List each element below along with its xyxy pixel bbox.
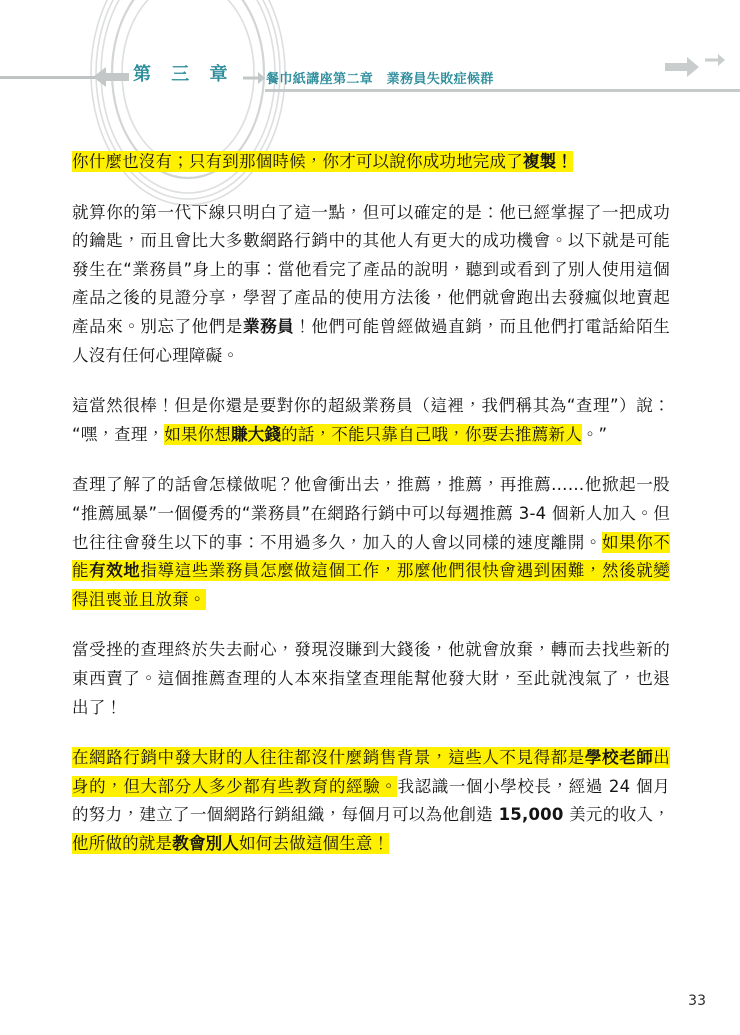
text-run: 的話，不能只靠自己哦，你要去推薦新人 bbox=[281, 424, 582, 444]
paragraph-4 bbox=[72, 471, 670, 614]
text-run: 在網路行銷中發大財的人往往都沒什麼銷售背景，這些人不見得都是 bbox=[72, 748, 585, 768]
text-run-bold: 教會別人 bbox=[172, 833, 240, 853]
header-rule-left bbox=[0, 76, 100, 79]
text-run: 你什麼也沒有；只有到那個時候，你才可以說你成功地完成了 bbox=[72, 152, 523, 171]
text-run: ！他們可能曾經做過直銷，而且他們打電話給陌生人沒有任何心理障礙。 bbox=[72, 316, 670, 365]
chapter-label: 第 三 章 bbox=[133, 64, 235, 85]
paragraph-3 bbox=[72, 392, 670, 449]
text-run: 這當然很棒！但是你還是要對你的超級業務員（這裡，我們稱其為“查理”）說：“嘿，查理， bbox=[72, 396, 670, 444]
text-run: 指導這些業務員怎麼做這個工作，那麼他們很快會遇到困難，然後就變得沮喪並且放棄。 bbox=[72, 561, 671, 609]
text-run: 如果你想 bbox=[164, 424, 232, 444]
text-run: 當受挫的查理終於失去耐心，發現沒賺到大錢後，他就會放棄，轉而去找些新的東西賣了。這個推薦查理的人本來指望查理能幫他發大財，至此就洩氣了，也退出了！ bbox=[72, 640, 670, 717]
highlight-span bbox=[72, 833, 389, 854]
page-number: 33 bbox=[688, 993, 706, 1009]
paragraph-6 bbox=[72, 744, 670, 858]
text-run: 如何去做這個生意！ bbox=[239, 833, 390, 853]
text-run: 。” bbox=[581, 424, 608, 444]
highlight-span bbox=[164, 424, 582, 445]
page-header bbox=[0, 0, 740, 140]
text-run-bold: 複製！ bbox=[522, 152, 574, 171]
text-run-bold: 學校老師 bbox=[584, 748, 654, 768]
arrow-right-small-icon bbox=[243, 70, 265, 84]
text-run-bold: 15,000 bbox=[498, 805, 564, 825]
paragraph-2 bbox=[72, 199, 670, 371]
highlight-span bbox=[72, 151, 573, 172]
text-run: 出身的，但大部分人多少都有些教育的經驗。 bbox=[72, 748, 670, 796]
arrow-right-icon bbox=[665, 56, 699, 78]
paragraph-1 bbox=[72, 148, 670, 177]
chapter-subtitle: 餐巾紙講座第二章 業務員失敗症候群 bbox=[266, 72, 494, 87]
text-run: 查理了解了的話會怎樣做呢？他會衝出去，推薦，推薦，再推薦……他掀起一股“推薦風暴”一個優秀的“業務員”在網路行銷中可以每週推薦 3-4 個新人加入。但也往往會發生以下的事：不用過多久，加入的人會以同樣的速度離開。 bbox=[72, 475, 670, 552]
text-run: 如果你不能 bbox=[72, 532, 670, 581]
text-run: 他所做的就是 bbox=[72, 833, 173, 853]
document-body bbox=[72, 148, 670, 858]
text-run-bold: 有效地 bbox=[89, 561, 141, 581]
text-run: 就算你的第一代下線只明白了這一點，但可以確定的是：他已經掌握了一把成功的鑰匙，而且會比大多數網路行銷中的其他人有更大的成功機會。以下就是可能發生在“業務員”身上的事：當他看完了產品的說明，聽到或看到了別人使用這個產品之後的見證分享，學習了產品的使用方法後，他們就會跑出去發瘋似地賣起產品來。別忘了他們是 bbox=[72, 202, 670, 336]
arrow-right-small-icon bbox=[705, 52, 725, 66]
text-run-bold: 賺大錢 bbox=[231, 424, 282, 444]
text-run-bold: 業務員 bbox=[242, 316, 295, 336]
text-run: 我認識一個小學校長，經過 24 個月的努力，建立了一個網路行銷組織，每個月可以為他創造 bbox=[72, 776, 670, 825]
paragraph-5 bbox=[72, 636, 670, 722]
text-run: 美元的收入， bbox=[563, 805, 670, 825]
header-rule-right bbox=[265, 89, 740, 92]
arrow-left-icon bbox=[93, 66, 129, 88]
